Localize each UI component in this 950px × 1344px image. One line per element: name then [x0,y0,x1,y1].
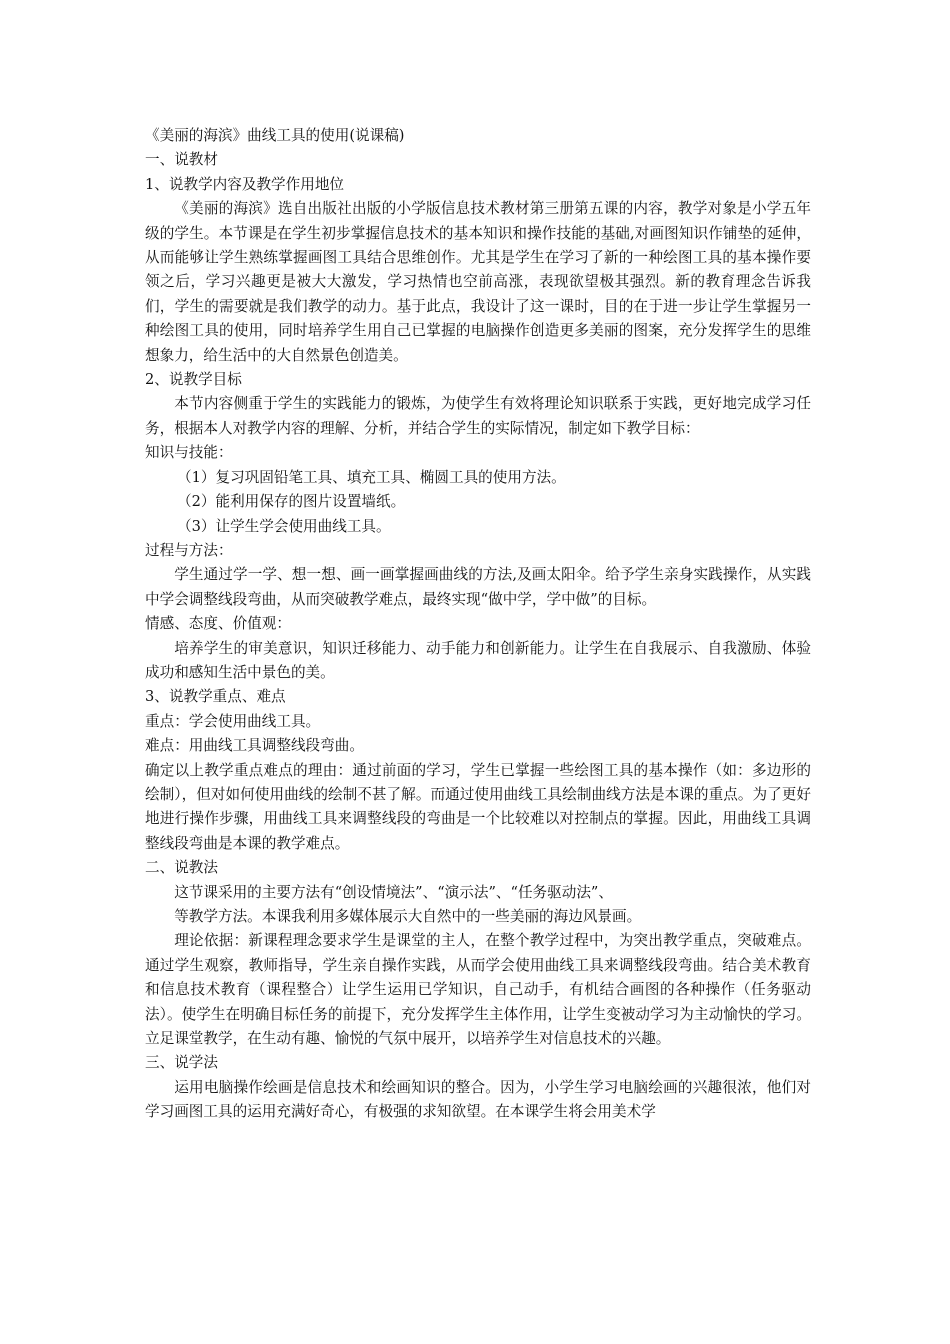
document-page [145,124,811,1125]
difficult-point-text: 难点：用曲线工具调整线段弯曲。 [145,737,364,755]
paragraph-method-line-2: 等教学方法。本课我利用多媒体展示大自然中的一些美丽的海边风景画。 [174,908,642,925]
subheading-key-difficult: 3、说教学重点、难点 [145,688,286,706]
paragraph-reason: 确定以上教学重点难点的理由：通过前面的学习，学生已掌握一些绘图工具的基本操作（如：多边形的绘制），但对如何使用曲线的绘制不甚了解。而通过使用曲线工具绘制曲线方法是本课的重点。为了更好地进行操作步骤，用曲线工具来调整线段的弯曲是一个比较难以对控制点的掌握。因此，用曲线工具调整线段弯曲是本课的教学难点。 [145,761,811,852]
paragraph-teaching-goals: 本节内容侧重于学生的实践能力的锻炼，为使学生有效将理论知识联系于实践，更好地完成学习任务，根据本人对教学内容的理解、分析，并结合学生的实际情况，制定如下教学目标： [145,395,811,437]
subheading-teaching-goals: 2、说教学目标 [145,371,242,389]
list-item-knowledge-2: （2）能利用保存的图片设置墙纸。 [177,493,406,511]
heading-knowledge-skills: 知识与技能： [145,444,233,462]
paragraph-emotion-attitude: 培养学生的审美意识，知识迁移能力、动手能力和创新能力。让学生在自我展示、自我激励、体验成功和感知生活中景色的美。 [145,639,811,681]
paragraph-process-method: 学生通过学一学、想一想、画一画掌握画曲线的方法,及画太阳伞。给予学生亲身实践操作，从实践中学会调整线段弯曲，从而突破教学难点，最终实现“做中学，学中做”的目标。 [145,566,811,608]
heading-process-method: 过程与方法： [145,541,233,559]
document-title: 《美丽的海滨》曲线工具的使用(说课稿) [145,127,405,144]
section-heading-textbook: 一、说教材 [145,151,218,169]
paragraph-learning-method: 运用电脑操作绘画是信息技术和绘画知识的整合。因为，小学生学习电脑绘画的兴趣很浓，他们对学习画图工具的运用充满好奇心，有极强的求知欲望。在本课学生将会用美术学 [145,1078,811,1121]
list-item-knowledge-3: （3）让学生学会使用曲线工具。 [177,517,391,535]
paragraph-theory-basis: 理论依据：新课程理念要求学生是课堂的主人，在整个教学过程中，为突出教学重点，突破难点。通过学生观察，教师指导，学生亲自操作实践，从而学会使用曲线工具来调整线段弯曲。结合美术教育和信息技术教育（课程整合）让学生运用已学知识，自己动手，有机结合画图的各种操作（任务驱动法）。使学生在明确目标任务的前提下，充分发挥学生主体作用，让学生变被动学习为主动愉快的学习。立足课堂教学，在生动有趣、愉悦的气氛中展开，以培养学生对信息技术的兴趣。 [145,932,811,1048]
key-point-text: 重点：学会使用曲线工具。 [145,712,321,730]
section-heading-teaching-method: 二、说教法 [145,859,218,877]
list-item-knowledge-1: （1）复习巩固铅笔工具、填充工具、椭圆工具的使用方法。 [177,468,566,486]
paragraph-content-role: 《美丽的海滨》选自出版社出版的小学版信息技术教材第三册第五课的内容，教学对象是小学五年级的学生。本节课是在学生初步掌握信息技术的基本知识和操作技能的基础,对画图知识作铺垫的延伸，从而能够让学生熟练掌握画图工具结合思维创作。尤其是学生在学习了新的一种绘图工具的基本操作要领之后，学习兴趣更是被大大激发，学习热情也空前高涨，表现欲望极其强烈。新的教育理念告诉我们，学生的需要就是我们教学的动力。基于此点，我设计了这一课时，目的在于进一步让学生掌握另一种绘图工具的使用，同时培养学生用自己已掌握的电脑操作创造更多美丽的图案，充分发挥学生的思维想象力，给生活中的大自然景色创造美。 [145,200,811,364]
subheading-content-role: 1、说教学内容及教学作用地位 [145,175,345,193]
section-heading-learning-method: 三、说学法 [145,1054,218,1072]
heading-emotion-attitude: 情感、态度、价值观： [145,615,291,633]
paragraph-method-line-1: 这节课采用的主要方法有“创设情境法”、“演示法”、“任务驱动法”、 [174,883,613,901]
